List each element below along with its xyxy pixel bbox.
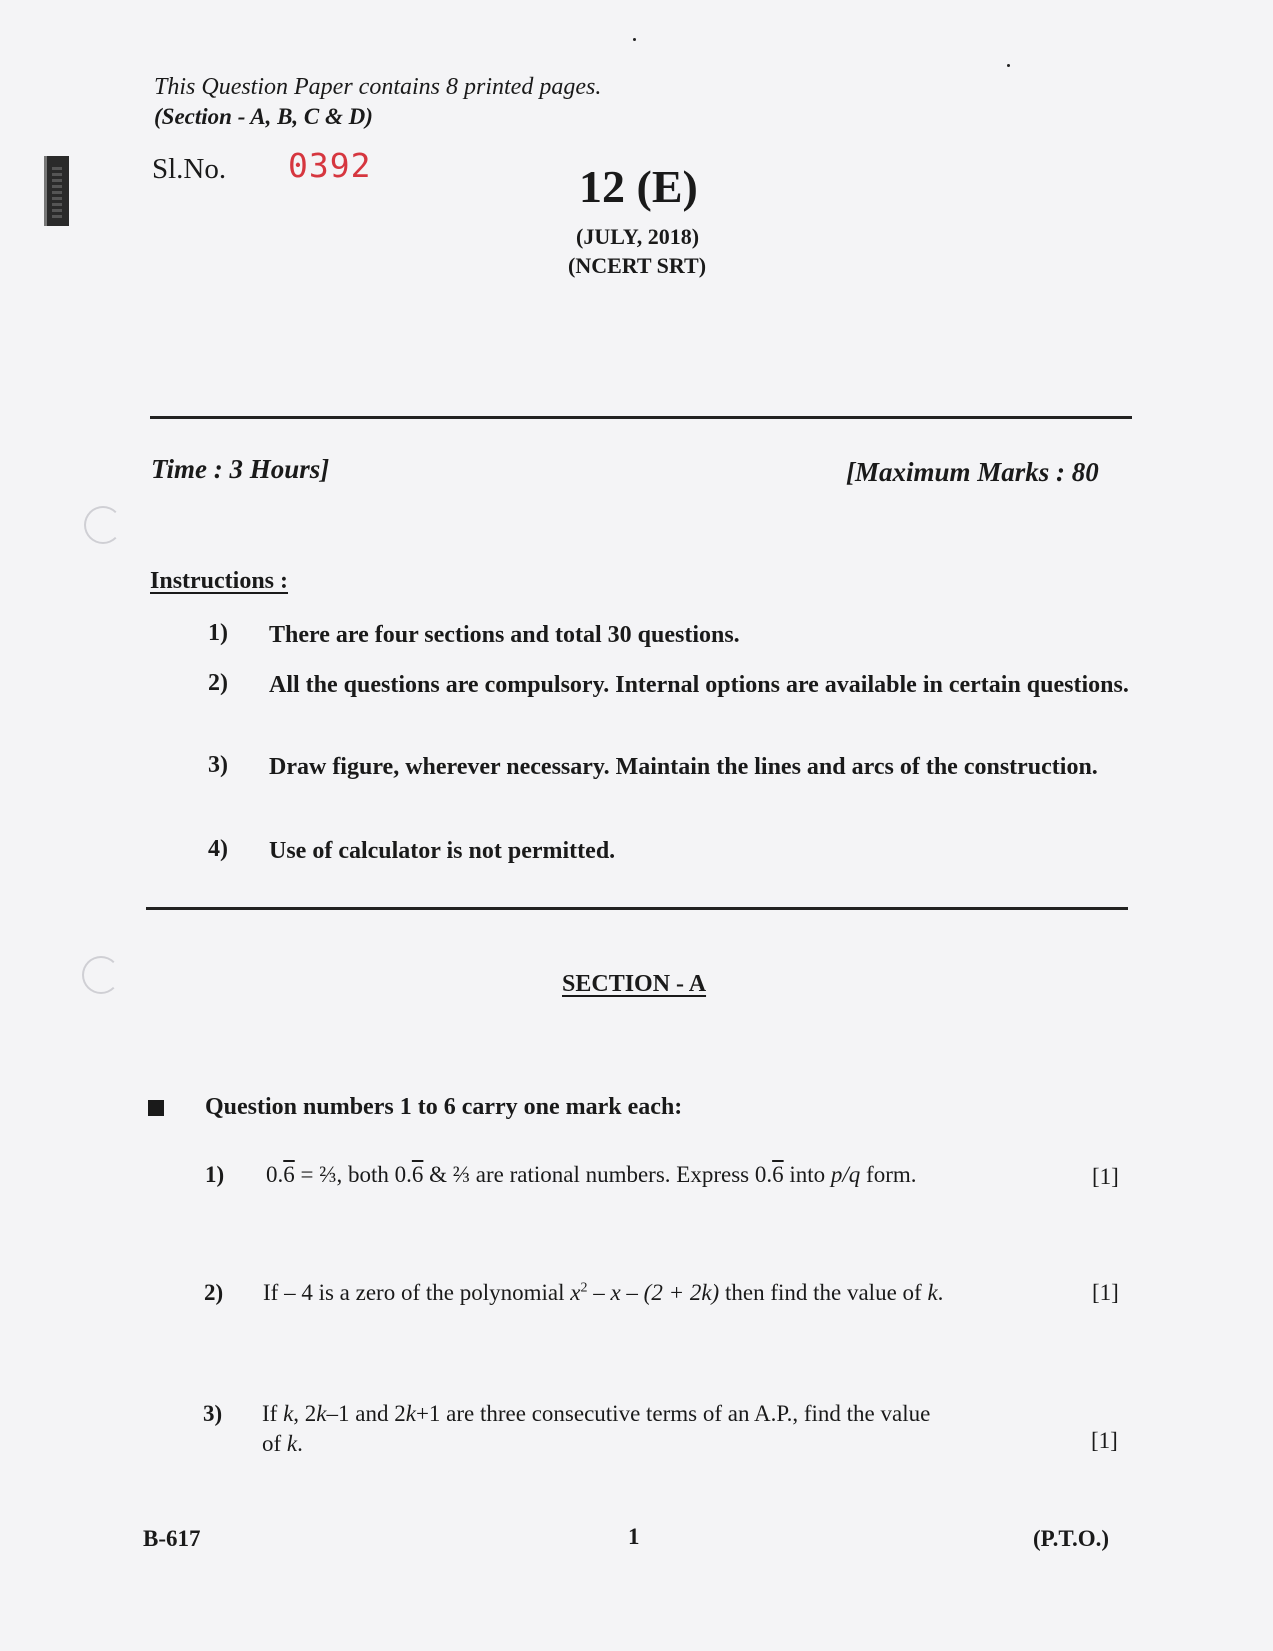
- mark-scheme-note: Question numbers 1 to 6 carry one mark each:: [205, 1094, 683, 1120]
- instruction-text: Use of calculator is not permitted.: [269, 838, 616, 864]
- maximum-marks: [Maximum Marks : 80: [846, 457, 1099, 487]
- exam-board: (NCERT SRT): [568, 253, 707, 278]
- instruction-number: 4): [208, 836, 228, 862]
- section-title: SECTION - A: [562, 971, 707, 997]
- instruction-text: All the questions are compulsory. Internal options are available in certain questions.: [269, 672, 1129, 698]
- question-number: 2): [204, 1280, 224, 1305]
- punch-hole: [84, 506, 122, 544]
- time-allowed: Time : 3 Hours]: [151, 454, 330, 484]
- serial-number: 0392: [288, 146, 372, 185]
- question-number: 3): [203, 1401, 223, 1426]
- paper-id: B-617: [143, 1526, 201, 1551]
- instruction-number: 1): [208, 620, 228, 646]
- speck: [633, 38, 636, 41]
- question-text: 0.6 = ⅔, both 0.6 & ⅔ are rational numbers. Express 0.6 into p/q form.: [266, 1162, 917, 1187]
- instruction-number: 2): [208, 670, 228, 696]
- question-text-line: of k.: [262, 1431, 303, 1456]
- exam-session: (JULY, 2018): [576, 224, 700, 249]
- header-rule: [150, 416, 1132, 419]
- sections-note: (Section - A, B, C & D): [154, 104, 373, 129]
- question-marks: [1]: [1092, 1280, 1119, 1305]
- paper-code: 12 (E): [579, 161, 698, 212]
- binding-strip: [44, 156, 69, 226]
- serial-label: Sl.No.: [152, 153, 227, 185]
- instructions-rule: [146, 907, 1128, 910]
- please-turn-over: (P.T.O.): [1033, 1526, 1110, 1551]
- instruction-number: 3): [208, 752, 228, 778]
- question-marks: [1]: [1091, 1428, 1118, 1453]
- question-text-line: If k, 2k–1 and 2k+1 are three consecutive terms of an A.P., find the value: [262, 1401, 931, 1426]
- question-marks: [1]: [1092, 1164, 1119, 1189]
- instructions-heading: Instructions :: [150, 568, 289, 594]
- instruction-text: There are four sections and total 30 questions.: [269, 622, 740, 648]
- instruction-text: Draw figure, wherever necessary. Maintain the lines and arcs of the construction.: [269, 754, 1098, 780]
- pages-note: This Question Paper contains 8 printed pages.: [154, 74, 602, 100]
- speck: [1007, 64, 1010, 67]
- page-number: 1: [628, 1524, 640, 1549]
- punch-hole: [82, 956, 120, 994]
- question-text: If – 4 is a zero of the polynomial $x^2 - x - (2 + 2k)$ then find the value of k.: [263, 1280, 944, 1305]
- bullet-square-icon: [148, 1100, 164, 1116]
- question-number: 1): [205, 1162, 225, 1187]
